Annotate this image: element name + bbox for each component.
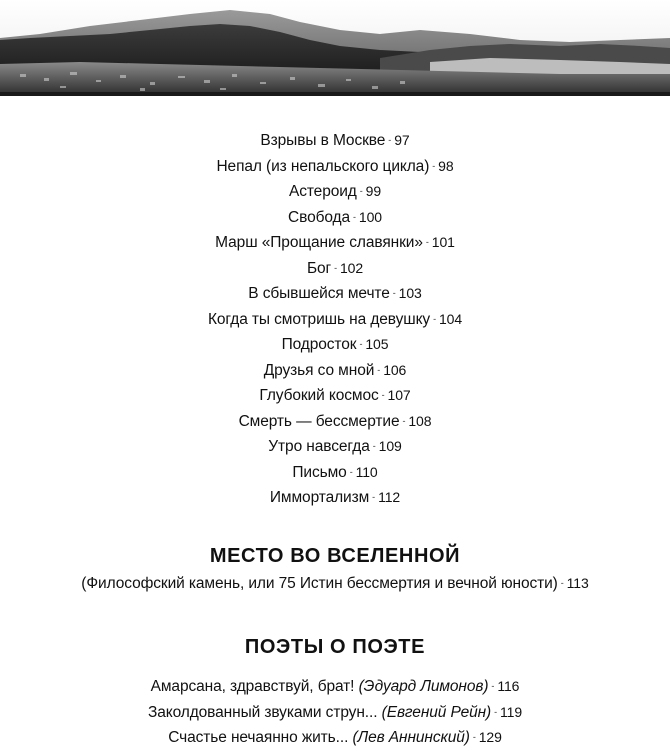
toc-entry-author: (Эдуард Лимонов) bbox=[358, 678, 489, 695]
toc-separator: - bbox=[433, 313, 436, 324]
toc-entry bbox=[0, 205, 670, 231]
toc-entry-title: Амарсана, здравствуй, брат! bbox=[150, 678, 355, 695]
toc-entry bbox=[0, 485, 670, 511]
toc-entry-title: Глубокий космос bbox=[259, 387, 379, 404]
toc-page-number: 106 bbox=[383, 361, 407, 378]
toc-entry-title: Иммортализм bbox=[269, 489, 370, 506]
toc-separator: - bbox=[377, 364, 381, 375]
toc-entry-author: (Евгений Рейн) bbox=[381, 703, 492, 721]
toc-separator: - bbox=[359, 339, 363, 349]
toc-entry bbox=[0, 674, 670, 700]
toc-page-number: 98 bbox=[438, 157, 454, 174]
toc-separator: - bbox=[494, 706, 498, 717]
toc-entry bbox=[0, 383, 670, 409]
toc-entry-author: (Лев Аннинский) bbox=[352, 729, 470, 746]
toc-page-number: 112 bbox=[378, 489, 401, 505]
toc-entry-title: Смерть — бессмертие bbox=[238, 412, 400, 430]
toc-entry bbox=[0, 460, 670, 486]
toc-entry bbox=[0, 230, 670, 256]
toc-entry bbox=[0, 154, 670, 180]
toc-entry bbox=[0, 332, 670, 358]
toc-page-number: 101 bbox=[431, 234, 455, 250]
section-heading-poets-about-poet: ПОЭТЫ О ПОЭТЕ bbox=[244, 636, 426, 658]
toc-separator: - bbox=[392, 288, 396, 298]
toc-separator: - bbox=[432, 160, 436, 171]
toc-page-number: 108 bbox=[408, 412, 432, 429]
landscape-banner bbox=[0, 0, 670, 96]
toc-entry bbox=[0, 307, 670, 333]
toc-entry-title: Взрывы в Москве bbox=[260, 132, 386, 149]
toc-separator: - bbox=[472, 732, 476, 742]
toc-entry-title: В сбывшейся мечте bbox=[248, 285, 390, 302]
toc-page-number: 116 bbox=[497, 678, 520, 694]
toc-list bbox=[0, 128, 670, 511]
toc-page-number: 104 bbox=[438, 310, 463, 327]
toc-page-number: 119 bbox=[500, 703, 523, 720]
toc-page-number: 110 bbox=[355, 463, 378, 480]
toc-entry-title: Свобода bbox=[288, 208, 351, 226]
toc-page-number: 113 bbox=[566, 574, 589, 591]
toc-separator: - bbox=[372, 492, 376, 502]
toc-page-number: 109 bbox=[378, 438, 402, 454]
toc-entry-title: Когда ты смотришь на девушку bbox=[207, 310, 431, 328]
toc-entry bbox=[0, 256, 670, 282]
toc-entry bbox=[0, 281, 670, 307]
toc-separator: - bbox=[372, 441, 376, 451]
toc-separator: - bbox=[353, 211, 356, 222]
toc-separator: - bbox=[425, 237, 429, 247]
toc-separator: - bbox=[349, 466, 353, 477]
toc-separator: - bbox=[491, 681, 495, 691]
toc-separator: - bbox=[334, 262, 337, 273]
toc-entry bbox=[0, 571, 670, 597]
toc-separator: - bbox=[388, 135, 392, 145]
toc-entry-title: Непал (из непальского цикла) bbox=[216, 157, 430, 175]
toc-separator: - bbox=[560, 577, 564, 588]
toc-page-number: 99 bbox=[365, 183, 382, 199]
toc-entry-title: Друзья со мной bbox=[263, 361, 375, 379]
toc-entry bbox=[0, 434, 670, 460]
toc-entry-title: Астероид bbox=[288, 183, 357, 200]
toc-entry-title: Бог bbox=[306, 259, 332, 277]
toc-entry bbox=[0, 409, 670, 435]
toc-entry-title: Письмо bbox=[292, 463, 347, 481]
toc-entry bbox=[0, 179, 670, 205]
toc-page-number: 105 bbox=[365, 336, 389, 352]
toc-entry-title: (Философский камень, или 75 Истин бессмертия и вечной юности) bbox=[81, 574, 558, 592]
toc-page-number: 102 bbox=[340, 259, 364, 276]
toc-entry bbox=[0, 700, 670, 726]
toc-entry-title: Марш «Прощание славянки» bbox=[215, 234, 423, 251]
toc-entry bbox=[0, 128, 670, 154]
table-of-contents bbox=[0, 128, 670, 751]
toc-separator: - bbox=[359, 186, 363, 196]
toc-page-number: 103 bbox=[398, 285, 422, 301]
poets-list bbox=[0, 674, 670, 751]
section-heading-place-in-universe: МЕСТО ВО ВСЕЛЕННОЙ bbox=[209, 544, 461, 567]
toc-entry-title: Счастье нечаянно жить... bbox=[168, 729, 349, 746]
toc-page-number: 129 bbox=[478, 729, 502, 745]
toc-entry-title: Заколдованный звуками струн... bbox=[147, 703, 378, 721]
toc-page-number: 97 bbox=[394, 132, 410, 148]
mountain-landscape-icon bbox=[0, 0, 670, 96]
toc-entry-title: Подросток bbox=[281, 336, 357, 353]
toc-separator: - bbox=[402, 415, 406, 426]
toc-entry-title: Утро навсегда bbox=[268, 438, 370, 455]
toc-page-number: 100 bbox=[358, 208, 382, 225]
toc-page-number: 107 bbox=[387, 387, 411, 403]
toc-separator: - bbox=[381, 390, 385, 400]
toc-entry bbox=[0, 725, 670, 751]
toc-entry bbox=[0, 358, 670, 384]
